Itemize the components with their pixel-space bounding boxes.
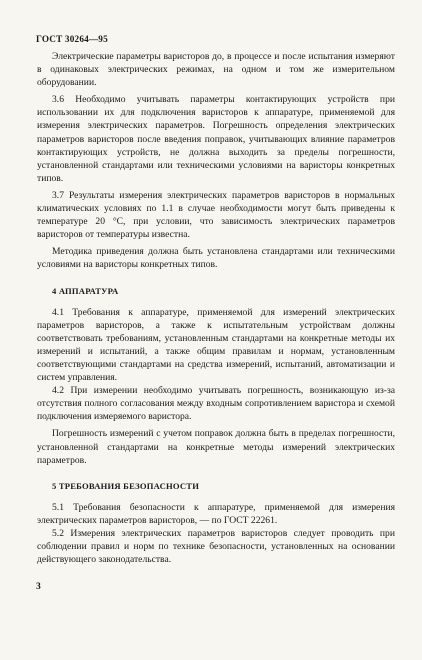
page-number: 3 bbox=[36, 581, 41, 592]
clause-5-1: 5.1 Требования безопасности к аппаратуре, применяемой для измерения электрических параметров варисторов, — по ГОСТ 22261. bbox=[37, 501, 395, 526]
paragraph: Методика приведения должна быть установлена стандартами или техническими условиями на варисторы конкретных типов. bbox=[37, 246, 395, 271]
clause-3-6: 3.6 Необходимо учитывать параметры контактирующих устройств при использовании их для подключения варисторов к аппаратуре, применяемой для измерения электрических параметров. Погрешность определения электрических параметров варисторов после введения поправок, учитывающих влияние параметров контактирующих устройств, не должна выходить за пределы погрешности, установленной стандартами или техническими условиями на варисторы конкретных типов. bbox=[37, 94, 395, 184]
paragraph: Погрешность измерений с учетом поправок должна быть в пределах погрешности, установленной стандартами на конкретные методы измерений электрических параметров. bbox=[37, 428, 395, 466]
clause-4-1: 4.1 Требования к аппаратуре, применяемой для измерений электрических параметров варисторов, а также к испытательным устройствам должны соответствовать требованиям, установленным стандартами на конкретные методы их измерений и испытаний, а также общим правилам и нормам, установленным соответствующими стандартами на средства измерений, испытаний, автоматизации и систем управления. bbox=[37, 306, 395, 384]
clause-5-2: 5.2 Измерения электрических параметров варисторов следует проводить при соблюдении правил и норм по технике безопасности, установленных на основании действующего законодательства. bbox=[37, 528, 395, 566]
document-header: ГОСТ 30264—95 bbox=[36, 34, 108, 44]
clause-4-2: 4.2 При измерении необходимо учитывать погрешность, возникающую из-за отсутствия полного согласования между входным сопротивлением варистора и схемой подключения измеряемого варистора. bbox=[37, 385, 395, 423]
document-body bbox=[37, 50, 395, 566]
section-heading-safety: 5 ТРЕБОВАНИЯ БЕЗОПАСНОСТИ bbox=[52, 480, 200, 491]
paragraph: Электрические параметры варисторов до, в процессе и после испытания измеряют в одинаковых электрических режимах, на одном и том же измерительном оборудовании. bbox=[37, 51, 395, 89]
section-heading-apparatus: 4 АППАРАТУРА bbox=[52, 285, 119, 296]
clause-3-7: 3.7 Результаты измерения электрических параметров варисторов в нормальных климатических условиях по 1.1 в случае необходимости могут быть приведены к температуре 20 °С, при условии, что зависимость электрических параметров варисторов от температуры известна. bbox=[37, 189, 395, 241]
